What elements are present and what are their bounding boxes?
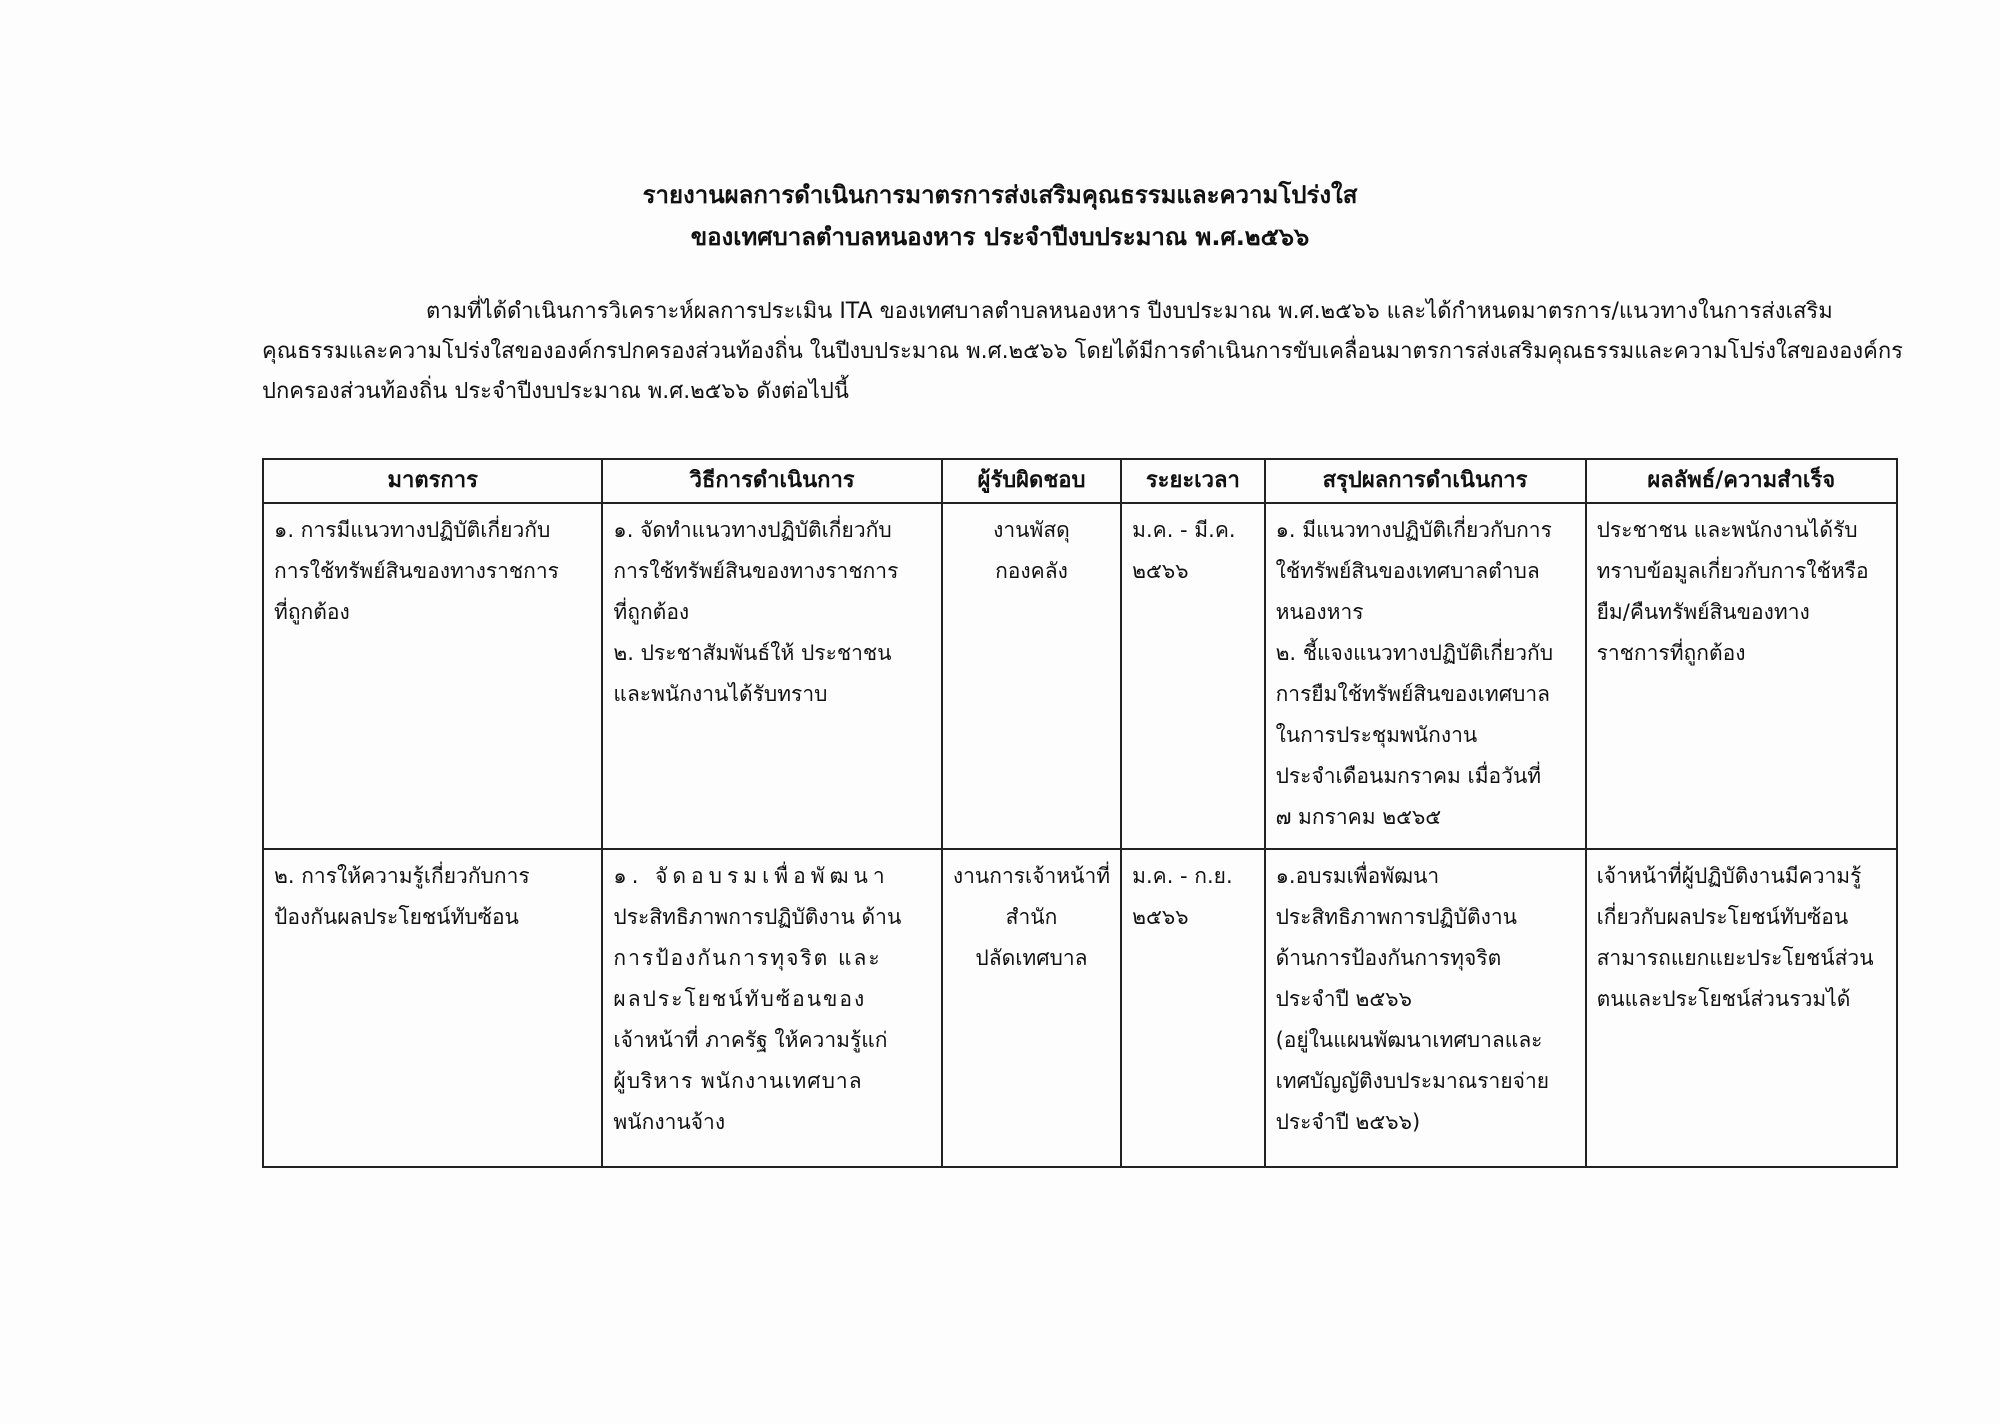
cell-text: ทราบข้อมูลเกี่ยวกับการใช้หรือ	[1596, 559, 1869, 583]
cell-text: ตนและประโยชน์ส่วนรวมได้	[1596, 987, 1851, 1011]
cell-text: ๒. การให้ความรู้เกี่ยวกับการ	[274, 864, 530, 888]
cell-text: หนองหาร	[1275, 600, 1364, 624]
cell-text: ประชาชน และพนักงานได้รับ	[1596, 518, 1858, 542]
cell-text: เจ้าหน้าที่ ภาครัฐ ให้ความรู้แก่	[613, 1028, 888, 1052]
cell-text: ประจำปี ๒๕๖๖)	[1275, 1110, 1421, 1134]
cell-result	[1586, 849, 1897, 1167]
cell-text: ปลัดเทศบาล	[975, 946, 1088, 970]
cell-text: พนักงานจ้าง	[613, 1110, 726, 1134]
header-measure: มาตรการ	[263, 459, 602, 503]
cell-text: ๑. จัดทำแนวทางปฏิบัติเกี่ยวกับ	[613, 518, 892, 542]
cell-text: ป้องกันผลประโยชน์ทับซ้อน	[274, 905, 519, 929]
intro-line: คุณธรรมและความโปร่งใสขององค์กรปกครองส่วนท้องถิ่น ในปีงบประมาณ พ.ศ.๒๕๖๖ โดยได้มีการดำเนินการขับเคลื่อนมาตรการส่งเสริมคุณธรรมและความโปร่งใสขององค์กร	[262, 339, 1903, 364]
cell-responsible	[942, 849, 1121, 1167]
cell-method	[602, 503, 941, 849]
table-row	[263, 849, 1897, 1167]
cell-text: ประสิทธิภาพการปฏิบัติงาน ด้าน	[613, 905, 902, 929]
intro-line: ตามที่ได้ดำเนินการวิเคราะห์ผลการประเมิน ITA ของเทศบาลตำบลหนองหาร ปีงบประมาณ พ.ศ.๒๕๖๖ และได้กำหนดมาตรการ/แนวทางในการส่งเสริม	[426, 299, 1833, 324]
document-title-line-1: รายงานผลการดำเนินการมาตรการส่งเสริมคุณธรรมและความโปร่งใส	[642, 181, 1358, 209]
cell-text: การใช้ทรัพย์สินของทางราชการ	[274, 559, 559, 583]
document-title-line-2: ของเทศบาลตำบลหนองหาร ประจำปีงบประมาณ พ.ศ.๒๕๖๖	[690, 223, 1310, 251]
cell-text: กองคลัง	[995, 559, 1068, 583]
intro-paragraph	[262, 292, 1903, 412]
cell-text: ในการประชุมพนักงาน	[1275, 723, 1478, 747]
cell-text: ๑. การมีแนวทางปฏิบัติเกี่ยวกับ	[274, 518, 551, 542]
cell-text: การใช้ทรัพย์สินของทางราชการ	[613, 559, 899, 583]
cell-text: เกี่ยวกับผลประโยชน์ทับซ้อน	[1596, 905, 1849, 929]
cell-text: ราชการที่ถูกต้อง	[1596, 641, 1746, 665]
cell-measure	[263, 849, 602, 1167]
cell-text: งานการเจ้าหน้าที่	[952, 864, 1111, 888]
cell-text: การยืมใช้ทรัพย์สินของเทศบาล	[1275, 682, 1551, 706]
cell-text: ๑.อบรมเพื่อพัฒนา	[1275, 864, 1440, 888]
cell-text: ๗ มกราคม ๒๕๖๕	[1275, 805, 1442, 829]
cell-text: งานพัสดุ	[993, 518, 1070, 542]
cell-text: ๒. ชี้แจงแนวทางปฏิบัติเกี่ยวกับ	[1275, 641, 1554, 665]
cell-text: ประสิทธิภาพการปฏิบัติงาน	[1275, 905, 1517, 929]
cell-text: ด้านการป้องกันการทุจริต	[1275, 946, 1502, 970]
cell-text: ผลประโยชน์ทับซ้อนของ	[613, 987, 867, 1011]
cell-text: ๑. จัดอบรมเพื่อพัฒนา	[613, 864, 890, 888]
header-summary: สรุปผลการดำเนินการ	[1265, 459, 1586, 503]
intro-line: ปกครองส่วนท้องถิ่น ประจำปีงบประมาณ พ.ศ.๒๕๖๖ ดังต่อไปนี้	[262, 379, 849, 404]
cell-text: ม.ค. - มี.ค.	[1132, 518, 1236, 542]
header-period: ระยะเวลา	[1121, 459, 1264, 503]
cell-text: เทศบัญญัติงบประมาณรายจ่าย	[1275, 1069, 1550, 1093]
table-row	[263, 503, 1897, 849]
cell-text: ประจำปี ๒๕๖๖	[1275, 987, 1412, 1011]
cell-result	[1586, 503, 1897, 849]
cell-text: ๒๕๖๖	[1132, 559, 1189, 583]
measures-table	[262, 458, 1898, 1168]
header-method: วิธีการดำเนินการ	[602, 459, 941, 503]
cell-text: ประจำเดือนมกราคม เมื่อวันที่	[1275, 764, 1542, 788]
table-header-row	[263, 459, 1897, 503]
cell-period	[1121, 849, 1264, 1167]
cell-text: ผู้บริหาร พนักงานเทศบาล	[613, 1069, 863, 1093]
cell-text: เจ้าหน้าที่ผู้ปฏิบัติงานมีความรู้	[1596, 864, 1862, 888]
cell-text: ใช้ทรัพย์สินของเทศบาลตำบล	[1275, 559, 1540, 583]
cell-text: ยืม/คืนทรัพย์สินของทาง	[1596, 600, 1810, 624]
cell-text: ๑. มีแนวทางปฏิบัติเกี่ยวกับการ	[1275, 518, 1552, 542]
cell-text: (อยู่ในแผนพัฒนาเทศบาลและ	[1275, 1028, 1543, 1052]
cell-text: และพนักงานได้รับทราบ	[613, 682, 828, 706]
header-responsible: ผู้รับผิดชอบ	[942, 459, 1121, 503]
cell-text: ที่ถูกต้อง	[274, 600, 350, 624]
cell-text: สามารถแยกแยะประโยชน์ส่วน	[1596, 946, 1874, 970]
cell-text: ๒. ประชาสัมพันธ์ให้ ประชาชน	[613, 641, 892, 665]
cell-text: ม.ค. - ก.ย.	[1132, 864, 1233, 888]
cell-responsible	[942, 503, 1121, 849]
cell-summary	[1265, 849, 1586, 1167]
cell-text: สำนัก	[1005, 905, 1058, 929]
header-result: ผลลัพธ์/ความสำเร็จ	[1586, 459, 1897, 503]
cell-text: การป้องกันการทุจริต และ	[613, 946, 882, 970]
cell-text: ที่ถูกต้อง	[613, 600, 690, 624]
cell-text: ๒๕๖๖	[1132, 905, 1189, 929]
cell-summary	[1265, 503, 1586, 849]
cell-measure	[263, 503, 602, 849]
cell-period	[1121, 503, 1264, 849]
cell-method	[602, 849, 941, 1167]
